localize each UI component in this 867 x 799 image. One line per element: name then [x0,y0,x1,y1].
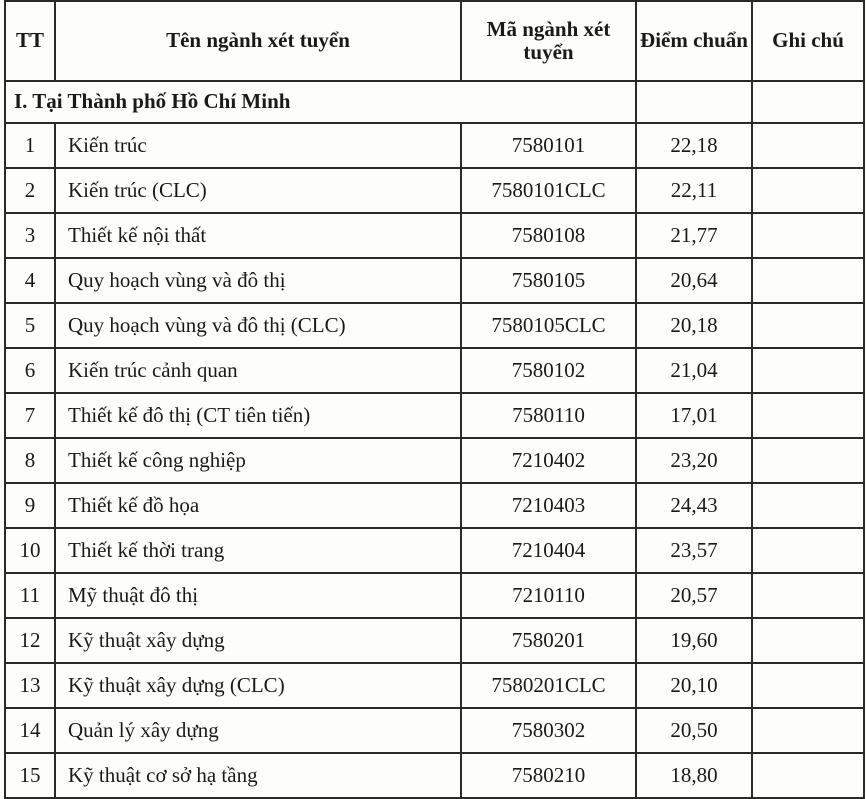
table-row [5,258,864,303]
row-note-cell [752,753,864,798]
row-note-cell [752,528,864,573]
row-note-cell [752,618,864,663]
row-name-cell: Kiến trúc (CLC) [55,168,461,213]
row-score-cell: 21,04 [636,348,752,393]
row-name-cell: Quản lý xây dựng [55,708,461,753]
row-name-cell: Kỹ thuật xây dựng (CLC) [55,663,461,708]
row-tt-cell: 4 [5,258,55,303]
row-name-cell: Thiết kế thời trang [55,528,461,573]
row-score-cell: 19,60 [636,618,752,663]
row-score-cell: 22,11 [636,168,752,213]
row-name-cell: Thiết kế nội thất [55,213,461,258]
header-code: Mã ngành xét tuyển [461,1,636,81]
row-name-cell: Thiết kế công nghiệp [55,438,461,483]
table-row [5,528,864,573]
row-note-cell [752,483,864,528]
table-row [5,123,864,168]
row-note-cell [752,708,864,753]
header-tt: TT [5,1,55,81]
row-code-cell: 7580201CLC [461,663,636,708]
table-row [5,438,864,483]
header-score: Điểm chuẩn [636,1,752,81]
row-score-cell: 18,80 [636,753,752,798]
section-title: I. Tại Thành phố Hồ Chí Minh [5,81,636,123]
row-name-cell: Thiết kế đồ họa [55,483,461,528]
row-tt-cell: 11 [5,573,55,618]
row-note-cell [752,258,864,303]
row-score-cell: 20,64 [636,258,752,303]
row-tt-cell: 10 [5,528,55,573]
row-score-cell: 22,18 [636,123,752,168]
row-code-cell: 7580105 [461,258,636,303]
row-score-cell: 21,77 [636,213,752,258]
row-score-cell: 20,18 [636,303,752,348]
row-code-cell: 7210404 [461,528,636,573]
row-code-cell: 7580105CLC [461,303,636,348]
row-code-cell: 7580101 [461,123,636,168]
row-tt-cell: 3 [5,213,55,258]
table-row [5,303,864,348]
row-tt-cell: 2 [5,168,55,213]
row-note-cell [752,213,864,258]
row-code-cell: 7210110 [461,573,636,618]
row-score-cell: 17,01 [636,393,752,438]
row-note-cell [752,393,864,438]
section-score-cell [636,81,752,123]
row-tt-cell: 12 [5,618,55,663]
row-note-cell [752,123,864,168]
table-row [5,753,864,798]
table-row [5,618,864,663]
row-code-cell: 7580101CLC [461,168,636,213]
table-row [5,168,864,213]
table-row [5,708,864,753]
row-tt-cell: 1 [5,123,55,168]
section-row [5,81,864,123]
row-name-cell: Thiết kế đô thị (CT tiên tiến) [55,393,461,438]
row-score-cell: 23,57 [636,528,752,573]
table-row [5,573,864,618]
row-note-cell [752,438,864,483]
row-tt-cell: 15 [5,753,55,798]
row-note-cell [752,573,864,618]
table-row [5,663,864,708]
row-code-cell: 7580210 [461,753,636,798]
row-name-cell: Kỹ thuật cơ sở hạ tầng [55,753,461,798]
row-code-cell: 7580201 [461,618,636,663]
row-name-cell: Quy hoạch vùng và đô thị (CLC) [55,303,461,348]
row-score-cell: 20,57 [636,573,752,618]
row-name-cell: Kỹ thuật xây dựng [55,618,461,663]
row-tt-cell: 6 [5,348,55,393]
row-name-cell: Quy hoạch vùng và đô thị [55,258,461,303]
row-tt-cell: 14 [5,708,55,753]
row-tt-cell: 5 [5,303,55,348]
row-tt-cell: 13 [5,663,55,708]
row-tt-cell: 8 [5,438,55,483]
row-code-cell: 7210402 [461,438,636,483]
admission-score-table [4,0,865,799]
row-name-cell: Kiến trúc [55,123,461,168]
row-code-cell: 7580108 [461,213,636,258]
row-note-cell [752,168,864,213]
table-row [5,348,864,393]
row-name-cell: Kiến trúc cảnh quan [55,348,461,393]
row-code-cell: 7210403 [461,483,636,528]
row-score-cell: 20,50 [636,708,752,753]
table-row [5,483,864,528]
row-note-cell [752,303,864,348]
row-tt-cell: 7 [5,393,55,438]
row-tt-cell: 9 [5,483,55,528]
row-score-cell: 23,20 [636,438,752,483]
row-code-cell: 7580302 [461,708,636,753]
row-code-cell: 7580110 [461,393,636,438]
table-row [5,393,864,438]
table-row [5,213,864,258]
row-score-cell: 20,10 [636,663,752,708]
row-note-cell [752,663,864,708]
header-row [5,1,864,81]
row-note-cell [752,348,864,393]
header-note: Ghi chú [752,1,864,81]
section-note-cell [752,81,864,123]
header-name: Tên ngành xét tuyển [55,1,461,81]
row-score-cell: 24,43 [636,483,752,528]
row-name-cell: Mỹ thuật đô thị [55,573,461,618]
row-code-cell: 7580102 [461,348,636,393]
